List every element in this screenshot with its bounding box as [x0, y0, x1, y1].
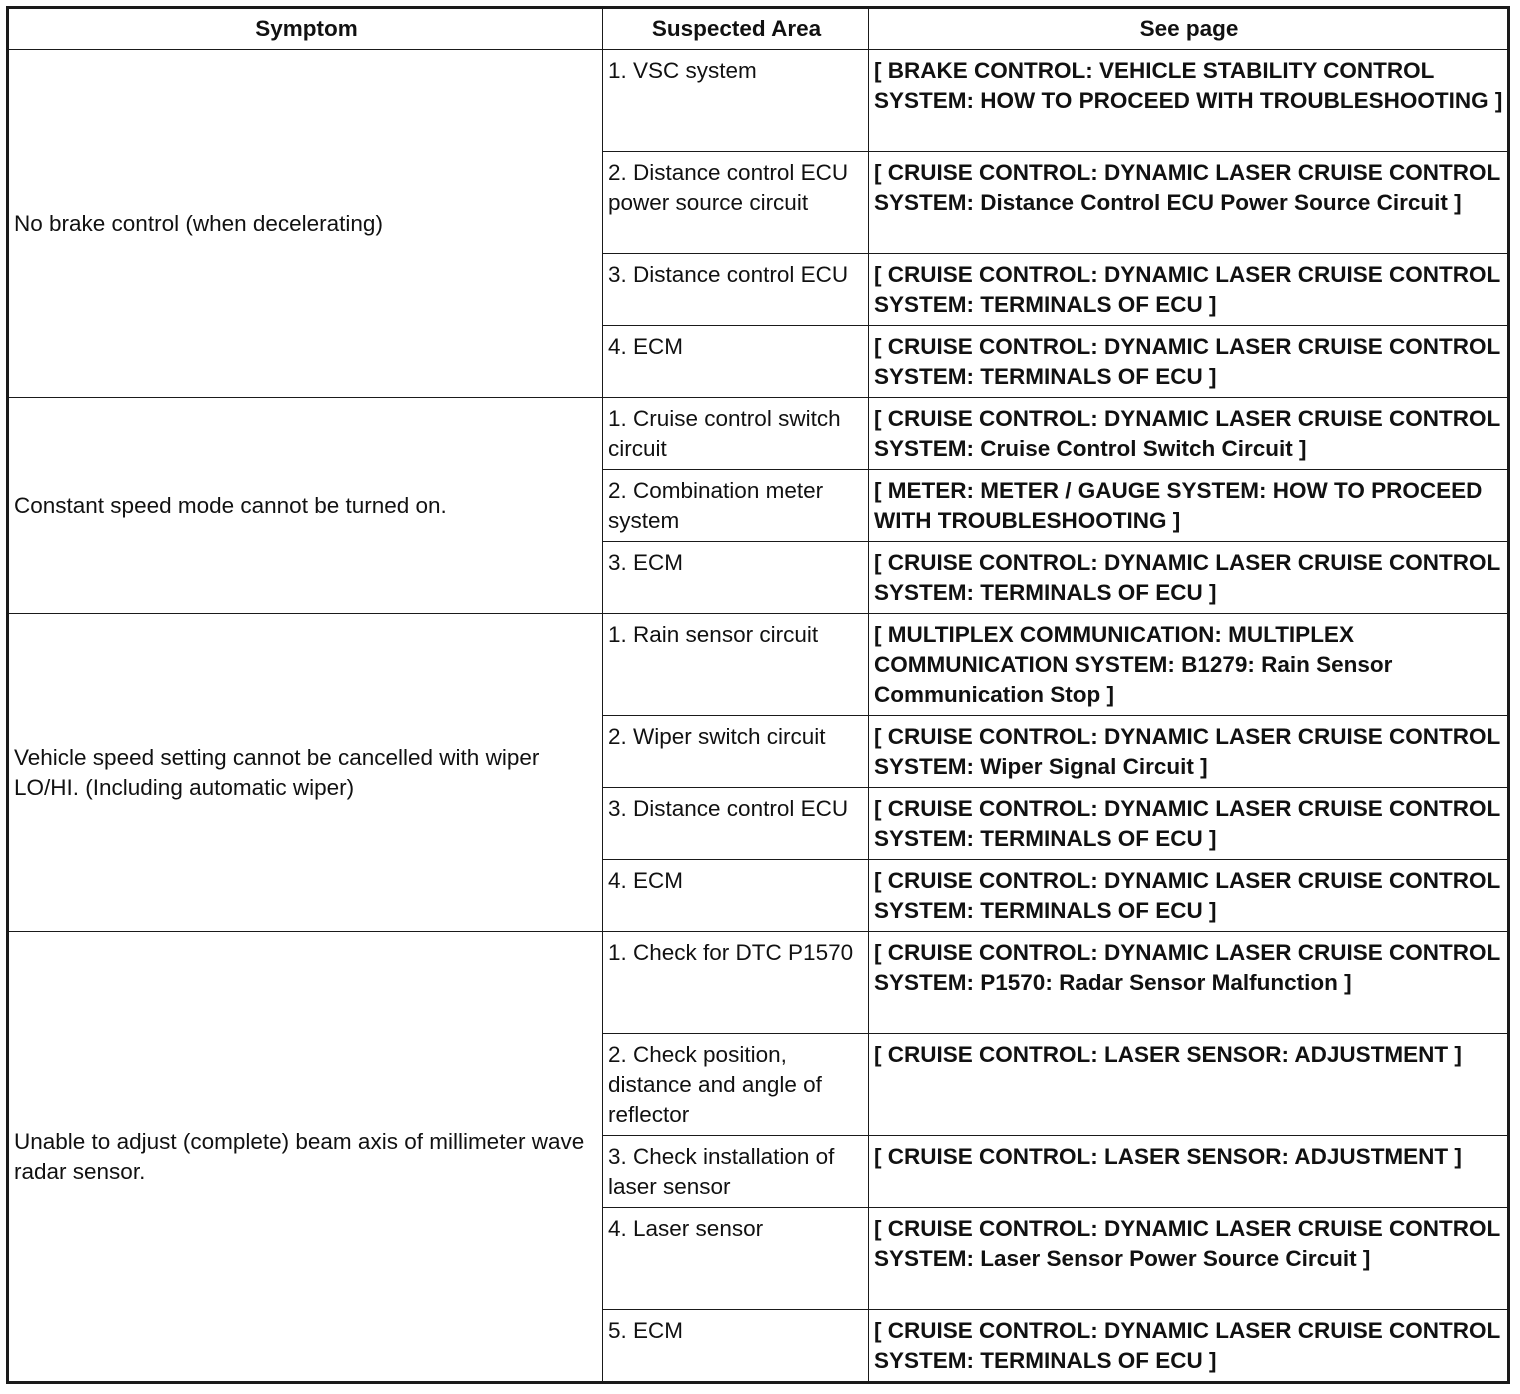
table-row — [8, 614, 1509, 716]
see-page-link[interactable]: [ CRUISE CONTROL: LASER SENSOR: ADJUSTMENT ] — [869, 1136, 1509, 1208]
suspected-area-cell: 1. Rain sensor circuit — [603, 614, 869, 716]
suspected-area-cell: 2. Wiper switch circuit — [603, 716, 869, 788]
header-symptom: Symptom — [8, 8, 603, 50]
see-page-link[interactable]: [ BRAKE CONTROL: VEHICLE STABILITY CONTROL SYSTEM: HOW TO PROCEED WITH TROUBLESHOOTING ] — [869, 50, 1509, 152]
see-page-link[interactable]: [ CRUISE CONTROL: DYNAMIC LASER CRUISE CONTROL SYSTEM: P1570: Radar Sensor Malfunction ] — [869, 932, 1509, 1034]
suspected-area-cell: 3. Check installation of laser sensor — [603, 1136, 869, 1208]
suspected-area-cell: 2. Distance control ECU power source circuit — [603, 152, 869, 254]
symptom-cell: No brake control (when decelerating) — [8, 50, 603, 398]
suspected-area-cell: 2. Combination meter system — [603, 470, 869, 542]
troubleshooting-table — [6, 6, 1510, 1384]
suspected-area-cell: 1. Cruise control switch circuit — [603, 398, 869, 470]
suspected-area-cell: 4. ECM — [603, 326, 869, 398]
see-page-link[interactable]: [ CRUISE CONTROL: DYNAMIC LASER CRUISE CONTROL SYSTEM: TERMINALS OF ECU ] — [869, 326, 1509, 398]
suspected-area-cell: 1. VSC system — [603, 50, 869, 152]
suspected-area-cell: 3. Distance control ECU — [603, 254, 869, 326]
see-page-link[interactable]: [ CRUISE CONTROL: DYNAMIC LASER CRUISE CONTROL SYSTEM: TERMINALS OF ECU ] — [869, 254, 1509, 326]
header-suspected-area: Suspected Area — [603, 8, 869, 50]
see-page-link[interactable]: [ CRUISE CONTROL: DYNAMIC LASER CRUISE CONTROL SYSTEM: TERMINALS OF ECU ] — [869, 1310, 1509, 1383]
see-page-link[interactable]: [ MULTIPLEX COMMUNICATION: MULTIPLEX COMMUNICATION SYSTEM: B1279: Rain Sensor Communication Stop ] — [869, 614, 1509, 716]
see-page-link[interactable]: [ CRUISE CONTROL: DYNAMIC LASER CRUISE CONTROL SYSTEM: TERMINALS OF ECU ] — [869, 542, 1509, 614]
see-page-link[interactable]: [ CRUISE CONTROL: DYNAMIC LASER CRUISE CONTROL SYSTEM: Cruise Control Switch Circuit ] — [869, 398, 1509, 470]
see-page-link[interactable]: [ CRUISE CONTROL: LASER SENSOR: ADJUSTMENT ] — [869, 1034, 1509, 1136]
see-page-link[interactable]: [ METER: METER / GAUGE SYSTEM: HOW TO PROCEED WITH TROUBLESHOOTING ] — [869, 470, 1509, 542]
symptom-cell: Unable to adjust (complete) beam axis of millimeter wave radar sensor. — [8, 932, 603, 1383]
symptom-cell: Vehicle speed setting cannot be cancelled with wiper LO/HI. (Including automatic wiper) — [8, 614, 603, 932]
see-page-link[interactable]: [ CRUISE CONTROL: DYNAMIC LASER CRUISE CONTROL SYSTEM: Distance Control ECU Power Source Circuit ] — [869, 152, 1509, 254]
suspected-area-cell: 3. ECM — [603, 542, 869, 614]
see-page-link[interactable]: [ CRUISE CONTROL: DYNAMIC LASER CRUISE CONTROL SYSTEM: Laser Sensor Power Source Circuit ] — [869, 1208, 1509, 1310]
suspected-area-cell: 5. ECM — [603, 1310, 869, 1383]
see-page-link[interactable]: [ CRUISE CONTROL: DYNAMIC LASER CRUISE CONTROL SYSTEM: TERMINALS OF ECU ] — [869, 788, 1509, 860]
suspected-area-cell: 4. ECM — [603, 860, 869, 932]
symptom-cell: Constant speed mode cannot be turned on. — [8, 398, 603, 614]
see-page-link[interactable]: [ CRUISE CONTROL: DYNAMIC LASER CRUISE CONTROL SYSTEM: TERMINALS OF ECU ] — [869, 860, 1509, 932]
suspected-area-cell: 4. Laser sensor — [603, 1208, 869, 1310]
see-page-link[interactable]: [ CRUISE CONTROL: DYNAMIC LASER CRUISE CONTROL SYSTEM: Wiper Signal Circuit ] — [869, 716, 1509, 788]
header-see-page: See page — [869, 8, 1509, 50]
suspected-area-cell: 3. Distance control ECU — [603, 788, 869, 860]
suspected-area-cell: 2. Check position, distance and angle of reflector — [603, 1034, 869, 1136]
table-row — [8, 398, 1509, 470]
suspected-area-cell: 1. Check for DTC P1570 — [603, 932, 869, 1034]
header-row — [8, 8, 1509, 50]
table-row — [8, 50, 1509, 152]
table-row — [8, 932, 1509, 1034]
